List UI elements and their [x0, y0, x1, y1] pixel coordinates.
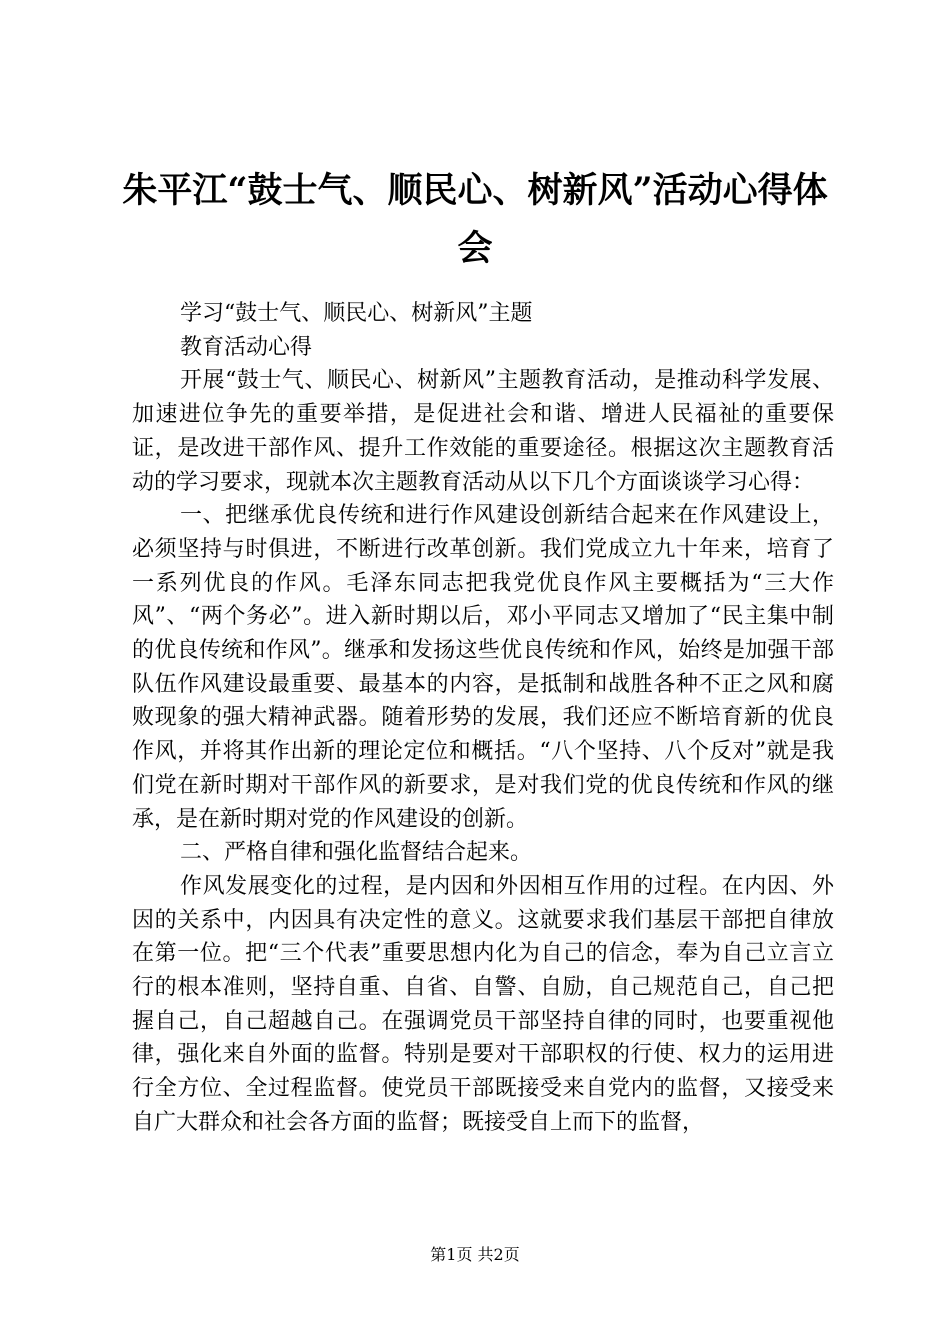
paragraph-section-1: 一、把继承优良传统和进行作风建设创新结合起来在作风建设上，必须坚持与时俱进，不断进行改革创新。我们党成立九十年来，培育了一系列优良的作风。毛泽东同志把我党优良作风主要概括为“三大作风”、“两个务必”。进入新时期以后，邓小平同志又增加了“民主集中制的优良传统和作风”。继承和发扬这些优良传统和作风，始终是加强干部队伍作风建设最重要、最基本的内容，是抵制和战胜各种不正之风和腐败现象的强大精神武器。随着形势的发展，我们还应不断培育新的优良作风，并将其作出新的理论定位和概括。“八个坚持、八个反对”就是我们党在新时期对干部作风的新要求，是对我们党的优良传统和作风的继承，是在新时期对党的作风建设的创新。	[132, 503, 834, 832]
paragraph-section-2-heading: 二、严格自律和强化监督结合起来。	[180, 840, 533, 866]
paragraph-intro: 开展“鼓士气、顺民心、树新风”主题教育活动，是推动科学发展、加速进位争先的重要举措，是促进社会和谐、增进人民福祉的重要保证，是改进干部作风、提升工作效能的重要途径。根据这次主题教育活动的学习要求，现就本次主题教育活动从以下几个方面谈谈学习心得：	[132, 368, 834, 495]
document-title: 朱平江“鼓士气、顺民心、树新风”活动心得体会	[122, 170, 828, 269]
page-footer: 第1页 共2页	[430, 1245, 520, 1264]
paragraph-section-2-body: 作风发展变化的过程，是内因和外因相互作用的过程。在内因、外因的关系中，内因具有决定性的意义。这就要求我们基层干部把自律放在第一位。把“三个代表”重要思想内化为自己的信念，奉为自己立言立行的根本准则，坚持自重、自省、自警、自励，自己规范自己，自己把握自己，自己超越自己。在强调党员干部坚持自律的同时，也要重视他律，强化来自外面的监督。特别是要对干部职权的行使、权力的运用进行全方位、全过程监督。使党员干部既接受来自党内的监督，又接受来自广大群众和社会各方面的监督；既接受自上而下的监督，	[132, 873, 834, 1135]
paragraph-subtitle-1: 学习“鼓士气、顺民心、树新风”主题	[180, 301, 533, 326]
paragraph-subtitle-2: 教育活动心得	[180, 334, 313, 360]
document-body	[132, 297, 834, 1140]
